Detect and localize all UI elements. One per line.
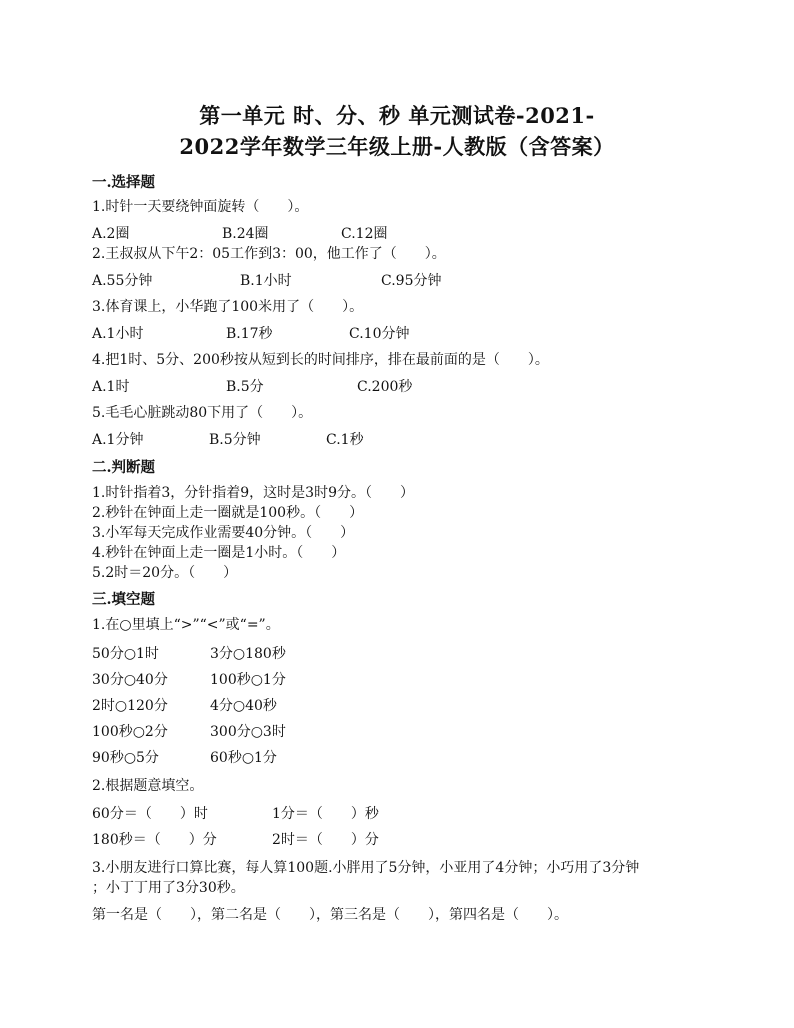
compare-cell: 3分○180秒 <box>210 646 286 662</box>
fill-question-2: 2.根据题意填空。 <box>92 778 204 794</box>
choice-option: C.1秒 <box>326 432 364 448</box>
choice-option: C.95分钟 <box>381 273 442 289</box>
compare-cell: 100秒○2分 <box>92 724 168 740</box>
choice-option: A.1时 <box>92 379 130 395</box>
choice-option: A.1小时 <box>92 326 144 342</box>
choice-option: A.55分钟 <box>92 273 153 289</box>
choice-option: C.200秒 <box>357 379 413 395</box>
compare-cell: 60秒○1分 <box>210 750 277 766</box>
choice-question-5: 5.毛毛心脏跳动80下用了（ ）。 <box>92 405 313 421</box>
fill-question-3-line-2: ；小丁丁用了3分30秒。 <box>92 880 245 896</box>
fill-cell: 60分＝（ ）时 <box>92 806 208 822</box>
compare-cell: 300分○3时 <box>210 724 286 740</box>
compare-cell: 2时○120分 <box>92 698 168 714</box>
title-line-2: 2022学年数学三年级上册-人教版（含答案） <box>179 134 615 159</box>
compare-cell: 4分○40秒 <box>210 698 277 714</box>
choice-question-2: 2.王叔叔从下午2：05工作到3：00，他工作了（ ）。 <box>92 246 446 262</box>
fill-question-3-line-1: 3.小朋友进行口算比赛，每人算100题.小胖用了5分钟，小亚用了4分钟；小巧用了3分钟 <box>92 860 640 876</box>
choice-option: B.5分 <box>226 379 264 395</box>
choice-option: A.2圈 <box>92 226 130 242</box>
choice-option: C.10分钟 <box>349 326 410 342</box>
compare-cell: 90秒○5分 <box>92 750 159 766</box>
choice-question-4: 4.把1时、5分、200秒按从短到长的时间排序，排在最前面的是（ ）。 <box>92 352 549 368</box>
section-heading-judge: 二.判断题 <box>92 459 156 476</box>
fill-question-1: 1.在○里填上“>”“<”或“=”。 <box>92 617 280 633</box>
judge-item-5: 5.2时＝20分。（ ） <box>92 565 238 581</box>
choice-option: B.17秒 <box>226 326 273 342</box>
choice-option: B.24圈 <box>222 226 269 242</box>
choice-option: A.1分钟 <box>92 432 144 448</box>
judge-item-1: 1.时针指着3，分针指着9，这时是3时9分。（ ） <box>92 485 414 501</box>
fill-question-3-answer: 第一名是（ ），第二名是（ ），第三名是（ ），第四名是（ ）。 <box>92 907 568 923</box>
fill-cell: 2时＝（ ）分 <box>272 832 379 848</box>
section-heading-fill: 三.填空题 <box>92 591 156 608</box>
judge-item-2: 2.秒针在钟面上走一圈就是100秒。（ ） <box>92 505 364 521</box>
judge-item-4: 4.秒针在钟面上走一圈是1小时。（ ） <box>92 545 346 561</box>
choice-question-3: 3.体育课上，小华跑了100米用了（ ）。 <box>92 299 364 315</box>
compare-cell: 100秒○1分 <box>210 672 286 688</box>
compare-cell: 30分○40分 <box>92 672 168 688</box>
choice-option: B.5分钟 <box>209 432 261 448</box>
choice-option: B.1小时 <box>240 273 292 289</box>
compare-cell: 50分○1时 <box>92 646 159 662</box>
fill-cell: 1分＝（ ）秒 <box>272 806 379 822</box>
section-heading-choice: 一.选择题 <box>92 174 156 191</box>
choice-question-1: 1.时针一天要绕钟面旋转（ ）。 <box>92 199 309 215</box>
fill-cell: 180秒＝（ ）分 <box>92 832 217 848</box>
title-line-1: 第一单元 时、分、秒 单元测试卷-2021- <box>199 103 595 128</box>
choice-option: C.12圈 <box>341 226 388 242</box>
judge-item-3: 3.小军每天完成作业需要40分钟。（ ） <box>92 525 355 541</box>
